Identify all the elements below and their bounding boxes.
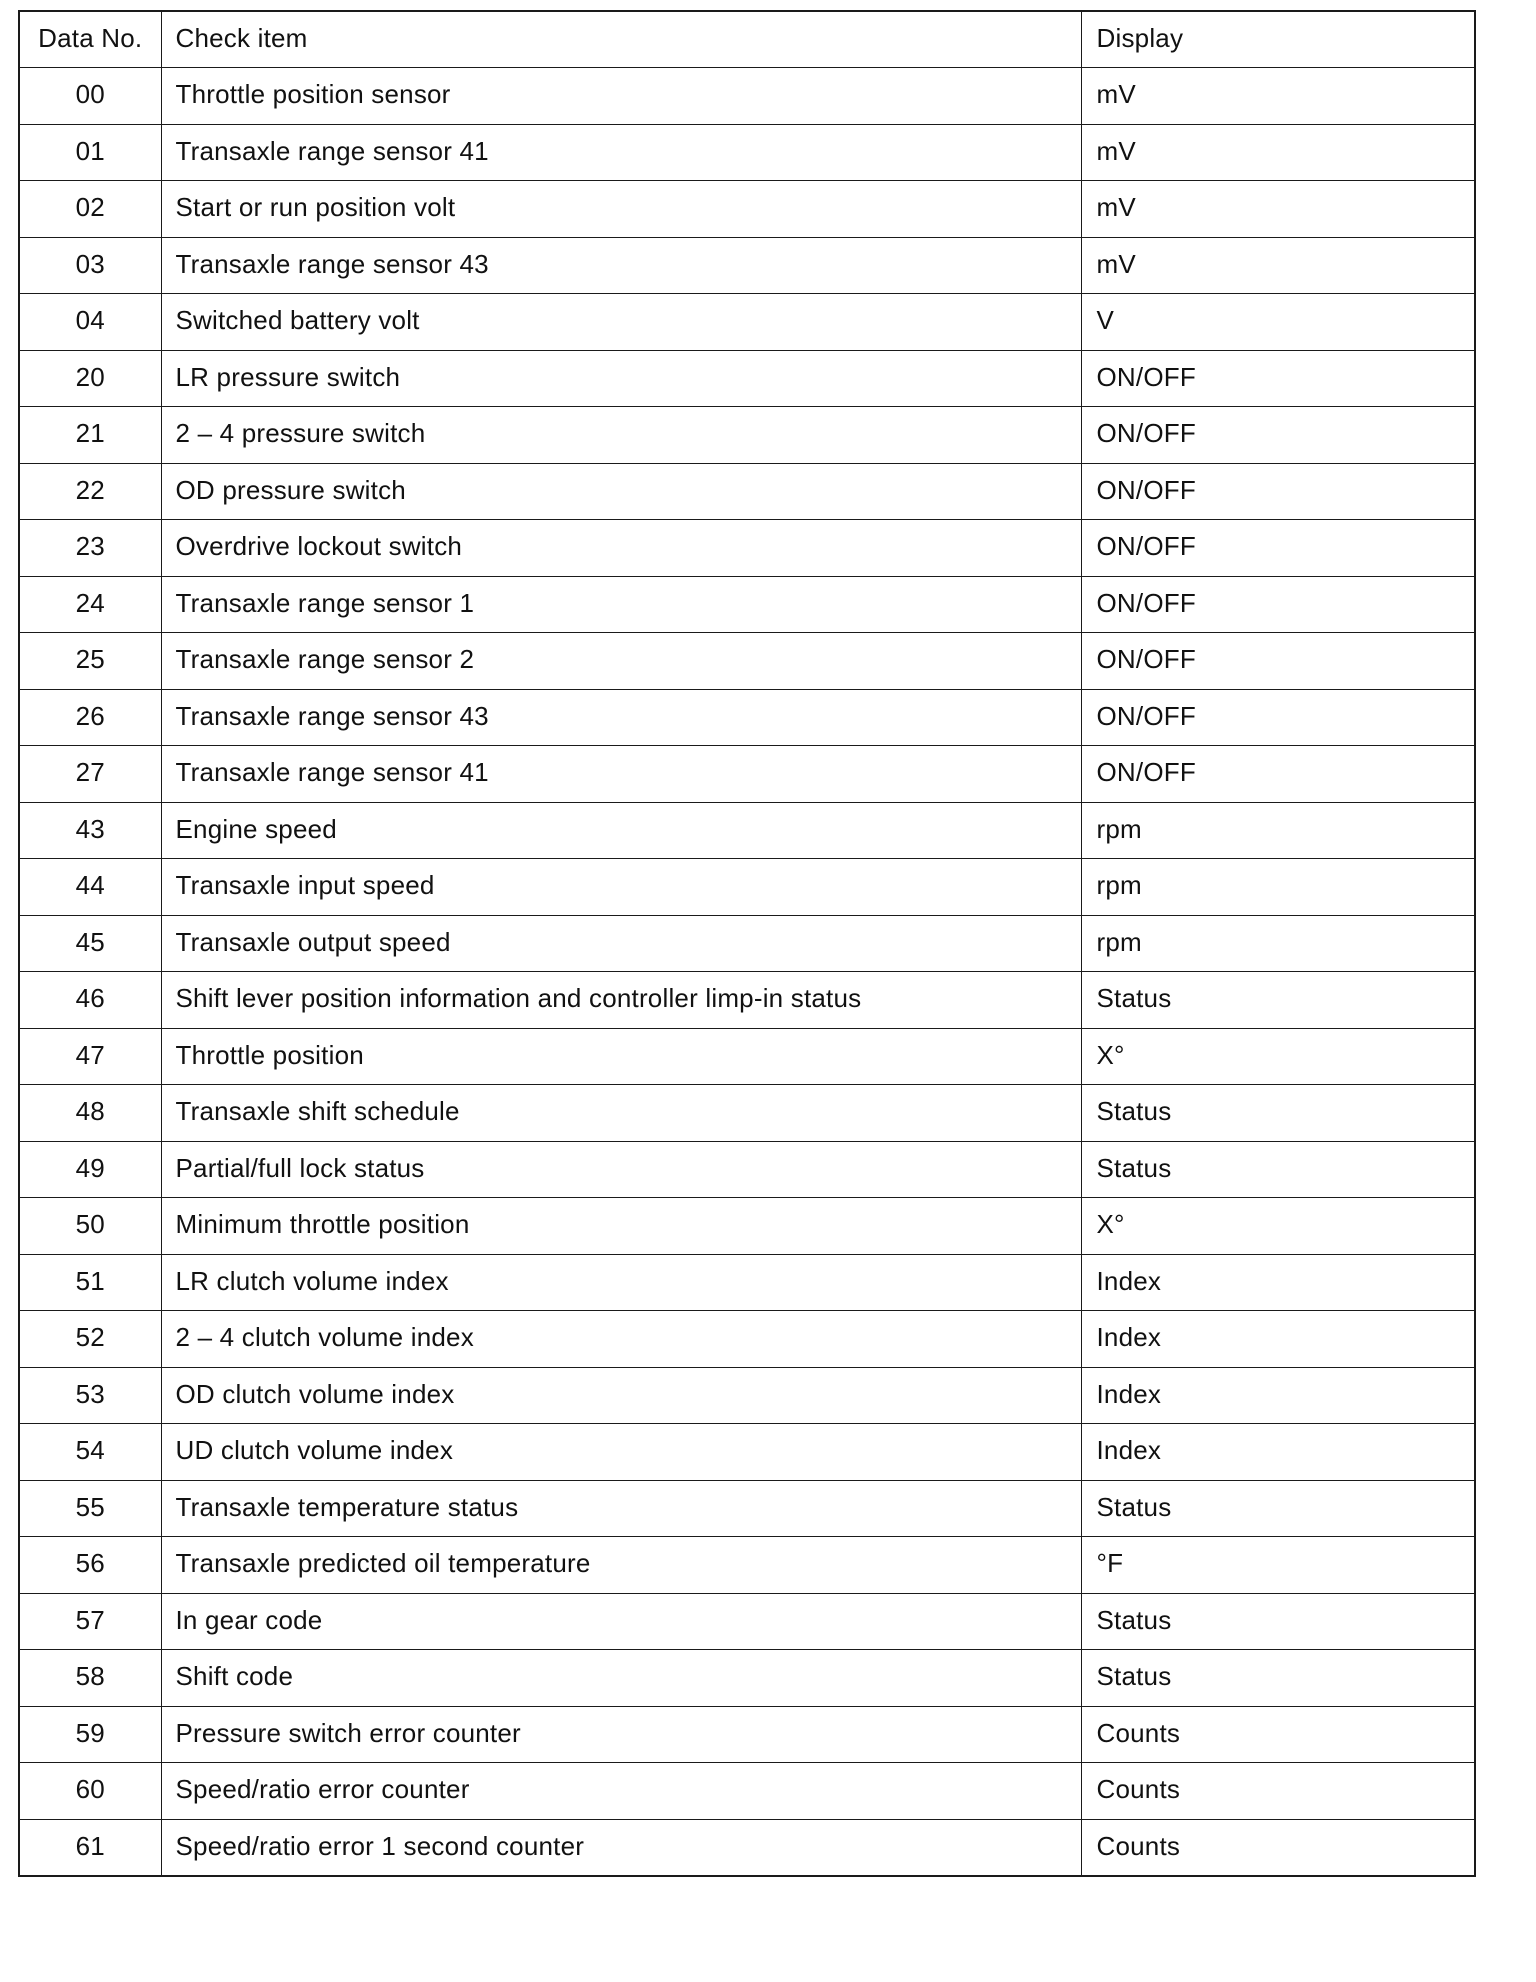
cell-check-item <box>161 463 1081 520</box>
cell-data-no <box>19 181 161 238</box>
cell-check-item <box>161 1650 1081 1707</box>
cell-display <box>1081 859 1475 916</box>
cell-data-no <box>19 407 161 464</box>
table-row <box>19 859 1475 916</box>
cell-check-item-text: OD pressure switch <box>175 474 406 505</box>
cell-data-no <box>19 633 161 690</box>
cell-data-no-text: 00 <box>75 79 105 109</box>
cell-data-no <box>19 972 161 1029</box>
cell-check-item <box>161 1085 1081 1142</box>
cell-data-no-text: 51 <box>75 1265 105 1296</box>
cell-display <box>1081 1198 1475 1255</box>
cell-data-no-text: 50 <box>75 1209 105 1239</box>
cell-data-no-text: 27 <box>75 757 105 787</box>
cell-data-no <box>19 1706 161 1763</box>
cell-data-no <box>19 689 161 746</box>
cell-data-no <box>19 1650 161 1707</box>
table-row <box>19 1367 1475 1424</box>
table-row <box>19 1254 1475 1311</box>
table-row <box>19 124 1475 181</box>
table-row <box>19 1650 1475 1707</box>
cell-check-item <box>161 802 1081 859</box>
cell-data-no <box>19 859 161 916</box>
table-row <box>19 802 1475 859</box>
cell-check-item-text: Transaxle output speed <box>175 926 451 957</box>
cell-check-item-text: OD clutch volume index <box>175 1378 455 1409</box>
table-row <box>19 463 1475 520</box>
table-row <box>19 633 1475 690</box>
cell-data-no-text: 53 <box>75 1378 105 1409</box>
cell-check-item-text: Transaxle range sensor 41 <box>175 135 489 166</box>
cell-display-text: ON/OFF <box>1096 531 1196 561</box>
cell-display-text: Status <box>1096 1604 1172 1635</box>
cell-display-text: Counts <box>1096 1830 1181 1861</box>
header-check-item-label: Check item <box>175 23 308 53</box>
cell-check-item-text: Pressure switch error counter <box>175 1717 521 1748</box>
cell-data-no-text: 45 <box>75 926 105 957</box>
cell-display <box>1081 237 1475 294</box>
cell-check-item-text: Switched battery volt <box>175 305 420 335</box>
cell-display <box>1081 520 1475 577</box>
cell-check-item <box>161 1706 1081 1763</box>
cell-check-item <box>161 237 1081 294</box>
cell-display <box>1081 1085 1475 1142</box>
cell-data-no-text: 52 <box>75 1322 105 1352</box>
cell-check-item-text: Engine speed <box>175 813 337 844</box>
cell-check-item <box>161 1819 1081 1876</box>
cell-display <box>1081 1424 1475 1481</box>
cell-check-item-text: In gear code <box>175 1604 323 1635</box>
cell-check-item <box>161 350 1081 407</box>
cell-data-no-text: 55 <box>75 1491 105 1522</box>
table-row <box>19 237 1475 294</box>
cell-check-item-text: Speed/ratio error counter <box>175 1774 470 1804</box>
table-row <box>19 1706 1475 1763</box>
cell-check-item <box>161 859 1081 916</box>
cell-check-item <box>161 915 1081 972</box>
cell-display-text: ON/OFF <box>1096 418 1196 448</box>
table-row <box>19 689 1475 746</box>
cell-display-text: ON/OFF <box>1096 474 1196 505</box>
cell-display-text: ON/OFF <box>1096 361 1196 392</box>
cell-display-text: mV <box>1096 192 1136 222</box>
cell-display-text: Counts <box>1096 1774 1181 1804</box>
cell-display-text: ON/OFF <box>1096 644 1196 674</box>
cell-data-no-text: 20 <box>75 361 105 392</box>
table-row <box>19 1819 1475 1876</box>
cell-data-no <box>19 1819 161 1876</box>
cell-check-item-text: Throttle position sensor <box>175 79 451 109</box>
cell-data-no-text: 02 <box>75 192 105 222</box>
cell-check-item <box>161 1424 1081 1481</box>
cell-data-no-text: 47 <box>75 1039 105 1070</box>
cell-display-text: ON/OFF <box>1096 757 1196 787</box>
cell-check-item-text: Overdrive lockout switch <box>175 531 463 561</box>
cell-display-text: mV <box>1096 248 1136 279</box>
table-row <box>19 1424 1475 1481</box>
cell-data-no <box>19 746 161 803</box>
table-row <box>19 1480 1475 1537</box>
cell-check-item-text: Transaxle range sensor 43 <box>175 248 489 279</box>
cell-display <box>1081 1367 1475 1424</box>
cell-display-text: ON/OFF <box>1096 587 1196 618</box>
cell-display <box>1081 181 1475 238</box>
cell-check-item-text: Transaxle shift schedule <box>175 1096 460 1126</box>
cell-data-no-text: 54 <box>75 1435 105 1465</box>
cell-data-no <box>19 520 161 577</box>
cell-data-no <box>19 1763 161 1820</box>
cell-data-no-text: 01 <box>75 135 105 166</box>
table-row <box>19 407 1475 464</box>
cell-check-item <box>161 294 1081 351</box>
cell-data-no-text: 21 <box>75 418 105 448</box>
header-check-item <box>161 11 1081 68</box>
cell-check-item-text: Shift code <box>175 1661 294 1691</box>
table-row <box>19 350 1475 407</box>
cell-data-no-text: 57 <box>75 1604 105 1635</box>
cell-data-no-text: 56 <box>75 1548 105 1578</box>
cell-data-no <box>19 915 161 972</box>
cell-check-item <box>161 1763 1081 1820</box>
cell-data-no-text: 49 <box>75 1152 105 1183</box>
table-row <box>19 1763 1475 1820</box>
table-row <box>19 68 1475 125</box>
cell-check-item-text: Transaxle temperature status <box>175 1491 519 1522</box>
cell-data-no <box>19 68 161 125</box>
cell-check-item <box>161 1593 1081 1650</box>
cell-display-text: rpm <box>1096 870 1142 900</box>
cell-display-text: Index <box>1096 1378 1162 1409</box>
cell-check-item-text: LR pressure switch <box>175 361 401 392</box>
cell-display-text: X° <box>1096 1209 1125 1239</box>
table-row <box>19 1085 1475 1142</box>
cell-display-text: Status <box>1096 1152 1172 1183</box>
cell-display-text: Status <box>1096 1491 1172 1522</box>
table-row <box>19 915 1475 972</box>
cell-display <box>1081 746 1475 803</box>
cell-data-no <box>19 463 161 520</box>
cell-check-item <box>161 689 1081 746</box>
cell-check-item-text: Speed/ratio error 1 second counter <box>175 1830 585 1861</box>
cell-display <box>1081 1706 1475 1763</box>
cell-check-item <box>161 1198 1081 1255</box>
cell-data-no-text: 58 <box>75 1661 105 1691</box>
cell-check-item-text: LR clutch volume index <box>175 1265 449 1296</box>
cell-check-item <box>161 633 1081 690</box>
table-row <box>19 1028 1475 1085</box>
cell-data-no-text: 03 <box>75 248 105 279</box>
cell-check-item-text: Transaxle range sensor 41 <box>175 757 489 787</box>
cell-check-item-text: UD clutch volume index <box>175 1435 454 1465</box>
header-data-no-label: Data No. <box>38 23 143 53</box>
table-row <box>19 1537 1475 1594</box>
cell-check-item-text: 2 – 4 clutch volume index <box>175 1322 474 1352</box>
cell-data-no-text: 46 <box>75 983 105 1013</box>
cell-data-no <box>19 350 161 407</box>
header-display-label: Display <box>1096 23 1184 53</box>
cell-data-no <box>19 1085 161 1142</box>
cell-data-no-text: 44 <box>75 870 105 900</box>
cell-check-item <box>161 1141 1081 1198</box>
cell-check-item-text: Partial/full lock status <box>175 1152 425 1183</box>
cell-check-item <box>161 68 1081 125</box>
cell-check-item <box>161 124 1081 181</box>
table-row <box>19 1141 1475 1198</box>
table-row <box>19 1311 1475 1368</box>
cell-display-text: ON/OFF <box>1096 700 1196 731</box>
cell-check-item <box>161 1367 1081 1424</box>
cell-display-text: Status <box>1096 1661 1172 1691</box>
cell-display <box>1081 350 1475 407</box>
table-row <box>19 746 1475 803</box>
cell-data-no <box>19 1480 161 1537</box>
cell-check-item <box>161 1028 1081 1085</box>
cell-display <box>1081 68 1475 125</box>
cell-data-no <box>19 1537 161 1594</box>
cell-check-item-text: 2 – 4 pressure switch <box>175 418 426 448</box>
cell-check-item-text: Transaxle range sensor 43 <box>175 700 489 731</box>
cell-data-no-text: 60 <box>75 1774 105 1804</box>
cell-display-text: mV <box>1096 135 1136 166</box>
cell-check-item-text: Minimum throttle position <box>175 1209 470 1239</box>
table-row <box>19 294 1475 351</box>
cell-data-no-text: 23 <box>75 531 105 561</box>
cell-display <box>1081 1028 1475 1085</box>
cell-display-text: V <box>1096 305 1115 335</box>
cell-data-no <box>19 1424 161 1481</box>
cell-data-no-text: 48 <box>75 1096 105 1126</box>
cell-data-no <box>19 1254 161 1311</box>
cell-data-no-text: 59 <box>75 1717 105 1748</box>
table-row <box>19 972 1475 1029</box>
header-row <box>19 11 1475 68</box>
cell-check-item <box>161 1537 1081 1594</box>
header-data-no <box>19 11 161 68</box>
cell-data-no <box>19 124 161 181</box>
cell-data-no <box>19 576 161 633</box>
cell-check-item-text: Transaxle range sensor 1 <box>175 587 475 618</box>
cell-data-no-text: 22 <box>75 474 105 505</box>
cell-display <box>1081 1763 1475 1820</box>
cell-data-no-text: 61 <box>75 1830 105 1861</box>
cell-data-no <box>19 1311 161 1368</box>
cell-data-no-text: 43 <box>75 813 105 844</box>
cell-display <box>1081 407 1475 464</box>
cell-check-item <box>161 1480 1081 1537</box>
cell-check-item <box>161 1311 1081 1368</box>
cell-check-item <box>161 972 1081 1029</box>
cell-check-item <box>161 407 1081 464</box>
cell-data-no <box>19 1028 161 1085</box>
cell-display <box>1081 802 1475 859</box>
cell-check-item-text: Transaxle range sensor 2 <box>175 644 475 674</box>
table-row <box>19 1198 1475 1255</box>
cell-display-text: X° <box>1096 1039 1125 1070</box>
cell-data-no-text: 24 <box>75 587 105 618</box>
cell-display-text: Counts <box>1096 1717 1181 1748</box>
table-body <box>19 68 1475 1876</box>
cell-display-text: rpm <box>1096 813 1142 844</box>
table-row <box>19 576 1475 633</box>
table-header <box>19 11 1475 68</box>
cell-display-text: Status <box>1096 983 1172 1013</box>
cell-display <box>1081 1537 1475 1594</box>
cell-check-item <box>161 746 1081 803</box>
table-row <box>19 1593 1475 1650</box>
cell-display <box>1081 463 1475 520</box>
cell-display <box>1081 915 1475 972</box>
header-display <box>1081 11 1475 68</box>
cell-check-item-text: Throttle position <box>175 1039 364 1070</box>
cell-data-no <box>19 294 161 351</box>
cell-display <box>1081 633 1475 690</box>
cell-display-text: Index <box>1096 1322 1162 1352</box>
cell-display <box>1081 124 1475 181</box>
cell-check-item <box>161 576 1081 633</box>
cell-check-item-text: Start or run position volt <box>175 192 456 222</box>
table-row <box>19 520 1475 577</box>
cell-check-item-text: Transaxle predicted oil temperature <box>175 1548 591 1578</box>
data-list-table <box>18 10 1476 1877</box>
cell-display <box>1081 1141 1475 1198</box>
cell-display <box>1081 1593 1475 1650</box>
cell-data-no <box>19 237 161 294</box>
cell-data-no <box>19 802 161 859</box>
cell-data-no-text: 04 <box>75 305 105 335</box>
cell-display <box>1081 689 1475 746</box>
cell-display-text: °F <box>1096 1548 1124 1578</box>
cell-display <box>1081 1311 1475 1368</box>
table-row <box>19 181 1475 238</box>
cell-check-item-text: Transaxle input speed <box>175 870 435 900</box>
cell-display <box>1081 1819 1475 1876</box>
cell-display-text: Index <box>1096 1265 1162 1296</box>
cell-data-no-text: 25 <box>75 644 105 674</box>
cell-display-text: Index <box>1096 1435 1162 1465</box>
cell-check-item <box>161 1254 1081 1311</box>
cell-data-no <box>19 1141 161 1198</box>
cell-display-text: rpm <box>1096 926 1142 957</box>
cell-display <box>1081 972 1475 1029</box>
cell-display <box>1081 576 1475 633</box>
cell-check-item-text: Shift lever position information and controller limp-in status <box>175 983 862 1013</box>
cell-display <box>1081 1650 1475 1707</box>
cell-display-text: mV <box>1096 79 1136 109</box>
cell-check-item <box>161 181 1081 238</box>
cell-display <box>1081 1254 1475 1311</box>
cell-check-item <box>161 520 1081 577</box>
cell-display <box>1081 1480 1475 1537</box>
cell-data-no <box>19 1593 161 1650</box>
cell-data-no <box>19 1198 161 1255</box>
cell-data-no-text: 26 <box>75 700 105 731</box>
cell-data-no <box>19 1367 161 1424</box>
cell-display <box>1081 294 1475 351</box>
cell-display-text: Status <box>1096 1096 1172 1126</box>
